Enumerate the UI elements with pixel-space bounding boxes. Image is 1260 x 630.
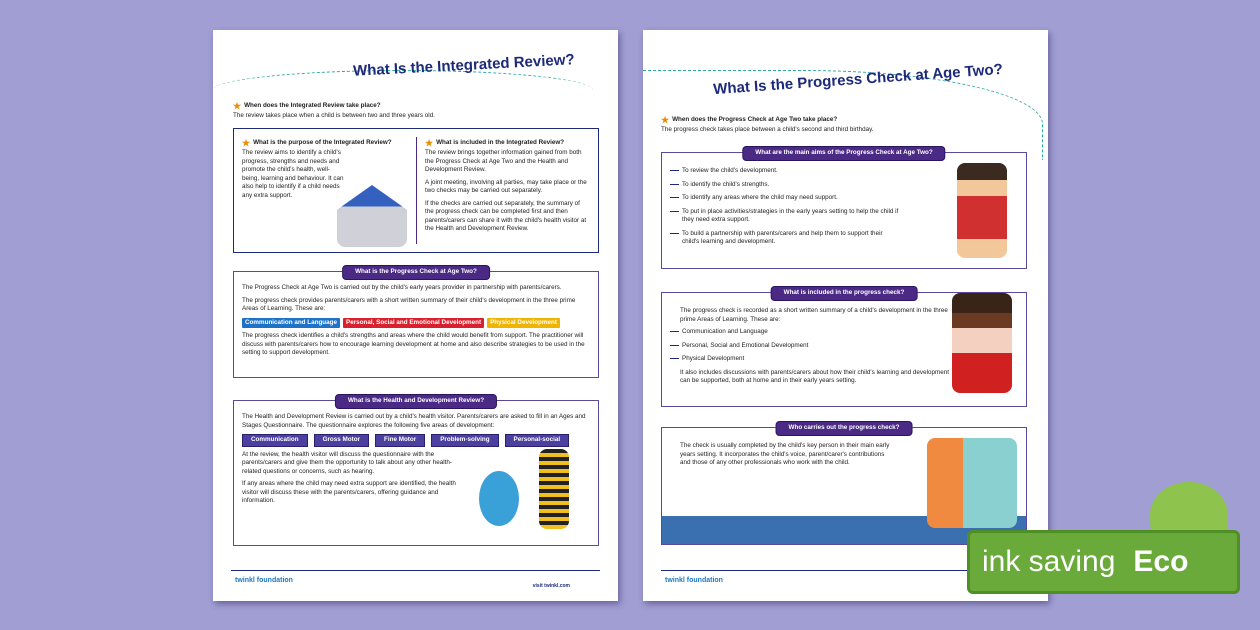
- list-item: [670, 208, 900, 225]
- page-title: What Is the Integrated Review?: [352, 51, 575, 80]
- list-item-text: To identify any areas where the child may need support.: [682, 194, 838, 201]
- area-chip: Gross Motor: [314, 434, 369, 447]
- paragraph: It also includes discussions with parents/carers about how their child's learning and development can be supported, both at home and in their early years setting.: [680, 368, 949, 384]
- child-bee-costume-illustration: [539, 449, 569, 529]
- progress-check-box: [233, 268, 599, 378]
- health-review-box: [233, 397, 599, 546]
- answer-text: The review aims to identify a child's progress, strengths and needs and promote the child's health, well-being, learning and behaviour. It can also help to identify if a child needs any extra support.: [242, 149, 344, 199]
- answer-text: The review takes place when a child is between two and three years old.: [233, 112, 435, 120]
- paragraph: If the checks are carried out separately, the summary of the progress check can be completed first and then parents/carers can share it with the child's health visitor at the Health and Development Review.: [425, 199, 587, 233]
- question-text: What is the purpose of the Integrated Review?: [253, 138, 392, 146]
- list-item-text: Communication and Language: [682, 328, 768, 335]
- paragraph: The progress check provides parents/carers with a short written summary of their child's development in the three prime Areas of Learning. These are:: [242, 296, 576, 312]
- twinkl-logo: twinkl foundation: [235, 577, 293, 584]
- paragraph: At the review, the health visitor will discuss the questionnaire with the parents/carers and give them the opportunity to talk about any other health-related questions or concerns, such as hearing.: [242, 450, 453, 475]
- badge-text: ink saving: [982, 545, 1116, 578]
- section-header: What is included in the progress check?: [771, 286, 918, 301]
- section-header: Who carries out the progress check?: [776, 421, 913, 436]
- twinkl-logo: twinkl foundation: [665, 577, 723, 584]
- star-icon: ★: [233, 101, 242, 111]
- list-item-text: To put in place activities/strategies in the early years setting to help the child if they need extra support.: [682, 207, 899, 223]
- toy-illustration: [479, 471, 519, 526]
- list-item: [670, 181, 900, 190]
- area-chip: Communication and Language: [242, 318, 340, 329]
- child-and-adult-illustration: [927, 438, 1017, 528]
- paragraph: A joint meeting, involving all parties, may take place or the two checks may be carried out separately.: [425, 178, 587, 195]
- included-box: [661, 289, 1027, 407]
- eco-label: Eco: [1133, 545, 1189, 578]
- question: [233, 100, 603, 112]
- star-icon: ★: [425, 138, 434, 148]
- question-text: When does the Progress Check at Age Two take place?: [672, 115, 838, 123]
- list-item: [670, 230, 900, 247]
- area-chip: Personal, Social and Emotional Development: [343, 318, 484, 329]
- paragraph: The Progress Check at Age Two is carried out by the child's early years provider in partnership with parents/carers.: [242, 284, 562, 291]
- list-item-text: To build a partnership with parents/carers and help them to support their child's learning and development.: [682, 229, 883, 245]
- paragraph: The progress check is recorded as a short written summary of a child's development in the three prime Areas of Learning. These are:: [680, 307, 948, 323]
- progress-check-page: [643, 30, 1048, 601]
- question-text: When does the Integrated Review take place?: [244, 101, 381, 109]
- purpose-column: [242, 137, 417, 244]
- area-chip: Physical Development: [487, 318, 560, 329]
- question-text: What is included in the Integrated Review?: [436, 138, 565, 146]
- play-tent-illustration: [337, 185, 407, 247]
- ink-saving-badge: [967, 530, 1240, 594]
- section-header: What is the Health and Development Review?: [335, 394, 497, 409]
- paragraph: The review brings together information gained from both the Progress Check at Age Two and the Health and Development Review.: [425, 149, 582, 174]
- child-watering-plant-illustration: [957, 163, 1007, 258]
- footer-link[interactable]: visit twinkl.com: [532, 583, 570, 589]
- paragraph: The progress check identifies a child's strengths and areas where the child would benefit from support. The practitioner will discuss with parents/carers how to encourage learning development at home and also describe strategies to be used in the setting to support development.: [242, 332, 585, 356]
- list-item-text: Physical Development: [682, 355, 745, 362]
- star-icon: ★: [661, 115, 670, 125]
- list-item-text: To identify the child's strengths.: [682, 180, 770, 188]
- paragraph: The check is usually completed by the child's key person in their main early years setting. It incorporates the child's voice, parent/carer's contributions and those of any other professionals who work with the child.: [680, 442, 890, 466]
- integrated-review-page: [213, 30, 618, 601]
- area-chip: Personal-social: [505, 434, 570, 447]
- list-item-text: Personal, Social and Emotional Development: [682, 341, 809, 349]
- section-header: What is the Progress Check at Age Two?: [342, 265, 490, 280]
- area-chip: Communication: [242, 434, 308, 447]
- area-chip: Fine Motor: [375, 434, 425, 447]
- page-title: What Is the Progress Check at Age Two?: [712, 60, 1004, 99]
- paragraph: The Health and Development Review is carried out by a child's health visitor. Parents/carers are asked to fill in an Ages and Stages Questionnaire. The questionnaire explores the following five areas of development:: [242, 413, 586, 429]
- section-header: What are the main aims of the Progress Check at Age Two?: [742, 146, 945, 161]
- aims-box: [661, 149, 1027, 269]
- integrated-review-box: [233, 128, 599, 253]
- area-chip: Problem-solving: [431, 434, 498, 447]
- list-item: [670, 194, 900, 203]
- child-with-walker-illustration: [952, 293, 1012, 393]
- who-box: [661, 424, 1027, 545]
- answer-text: The progress check takes place between a child's second and third birthday.: [661, 126, 874, 134]
- star-icon: ★: [242, 138, 251, 148]
- list-item: [670, 167, 900, 176]
- list-item-text: To review the child's development.: [682, 167, 778, 174]
- footer: [231, 570, 600, 589]
- paragraph: If any areas where the child may need extra support are identified, the health visitor will discuss these with the parents/carers, offering guidance and information.: [242, 480, 456, 504]
